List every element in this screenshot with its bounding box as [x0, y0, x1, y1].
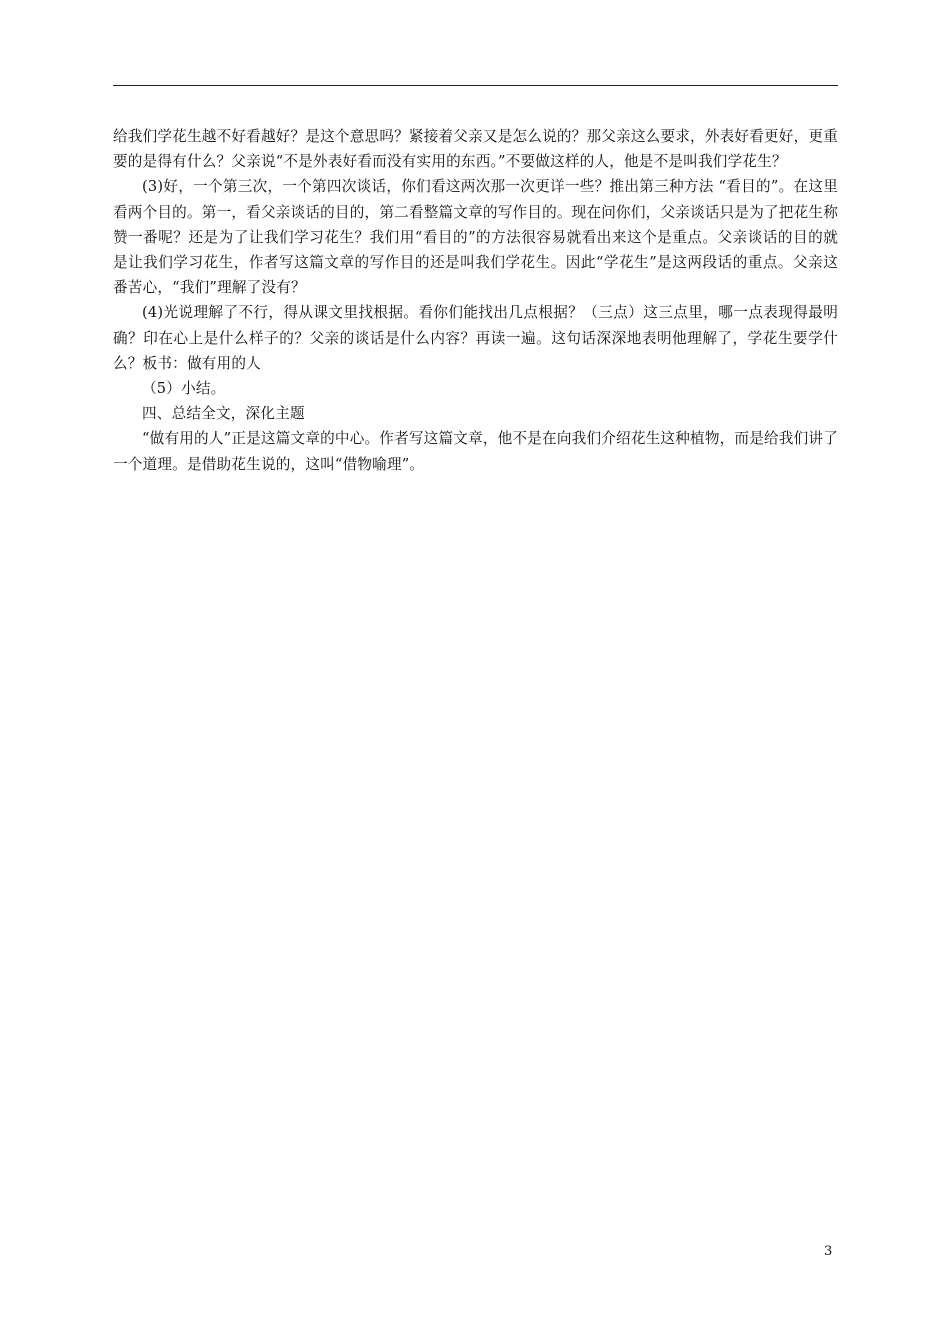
document-body — [113, 124, 838, 477]
section-heading-conclusion: 四、总结全文，深化主题 — [142, 405, 305, 423]
page-number: 3 — [824, 1244, 833, 1259]
paragraph-continuation: 给我们学花生越不好看越好？是这个意思吗？紧接着父亲又是怎么说的？那父亲这么要求，外表好看更好，更重要的是得有什么？父亲说“不是外表好看而没有实用的东西。”不要做这样的人，他是不是叫我们学花生？ — [113, 128, 838, 171]
paragraph-step-5-summary: （5）小结。 — [142, 380, 226, 398]
paragraph-step-3: (3)好，一个第三次，一个第四次谈话，你们看这两次那一次更详一些？推出第三种方法 “看目的”。在这里看两个目的。第一，看父亲谈话的目的，第二看整篇文章的写作目的。现在问你们，父亲谈话只是为了把花生称赞一番呢？还是为了让我们学习花生？我们用“看目的”的方法很容易就看出来这个是重点。父亲谈话的目的就是让我们学习花生，作者写这篇文章的写作目的还是叫我们学花生。因此“学花生”是这两段话的重点。父亲这番苦心，“我们”理解了没有？ — [113, 178, 838, 297]
header-rule — [113, 85, 838, 86]
paragraph-conclusion: “做有用的人”正是这篇文章的中心。作者写这篇文章，他不是在向我们介绍花生这种植物，而是给我们讲了一个道理。是借助花生说的，这叫“借物喻理”。 — [113, 430, 838, 473]
paragraph-step-4: (4)光说理解了不行，得从课文里找根据。看你们能找出几点根据？（三点）这三点里，哪一点表现得最明确？印在心上是什么样子的？父亲的谈话是什么内容？再读一遍。这句话深深地表明他理解了，学花生要学什么？板书：做有用的人 — [113, 304, 838, 372]
